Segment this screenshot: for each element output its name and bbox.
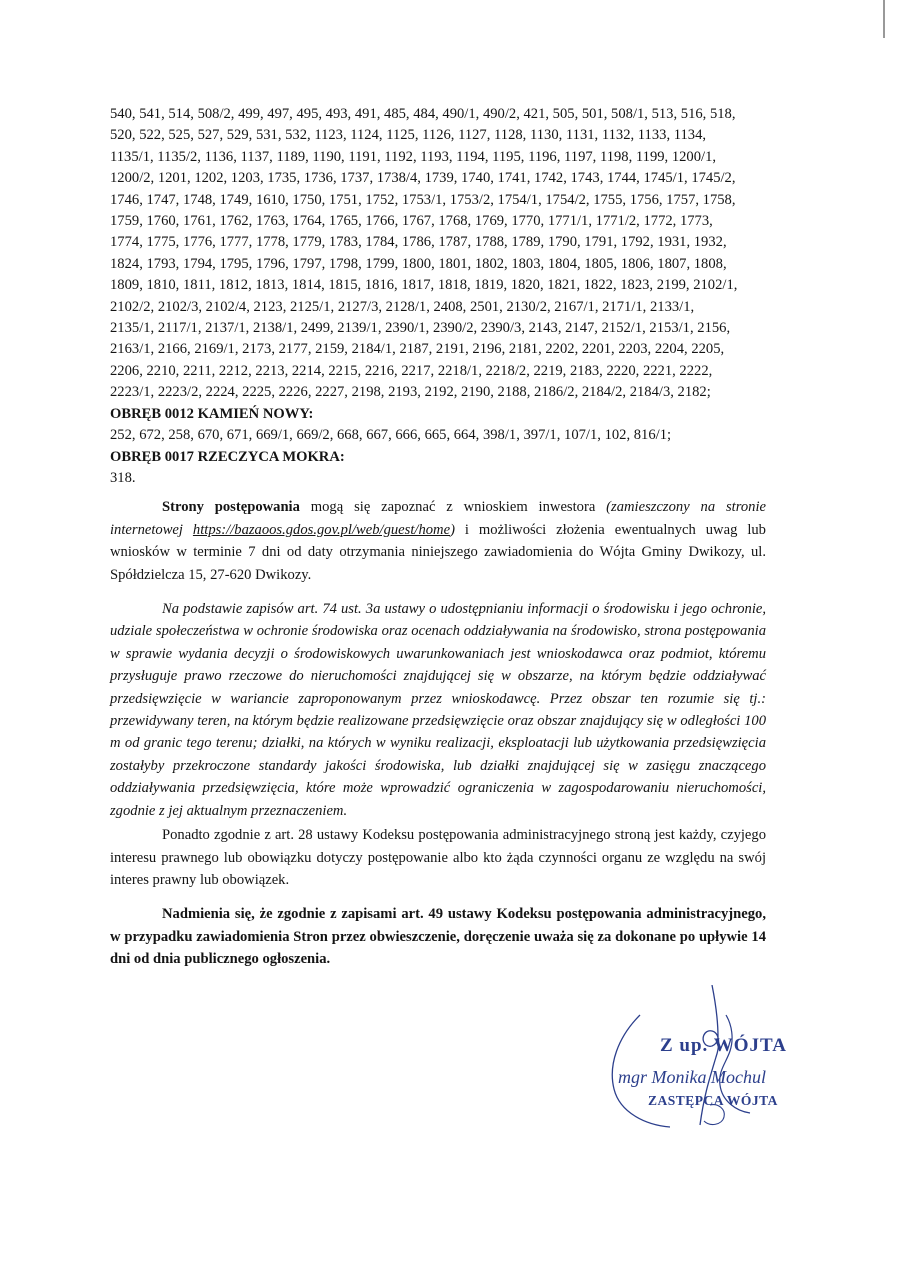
parcel-line: 1774, 1775, 1776, 1777, 1778, 1779, 1783, 1784, 1786, 1787, 1788, 1789, 1790, 1791, 1792, 1931, 1932, — [110, 234, 727, 251]
bazaoos-link[interactable]: https://bazaoos.gdos.gov.pl/web/guest/home — [192, 521, 451, 538]
parcel-line: 2223/1, 2223/2, 2224, 2225, 2226, 2227, 2198, 2193, 2192, 2190, 2188, 2186/2, 2184/2, 2184/3, 2182; — [110, 384, 711, 401]
parcel-line: 520, 522, 525, 527, 529, 531, 532, 1123, 1124, 1125, 1126, 1127, 1128, 1130, 1131, 1132, 1133, 1134, — [110, 127, 707, 144]
parties-italic-close: ) — [450, 521, 455, 538]
parcel-line: 1746, 1747, 1748, 1749, 1610, 1750, 1751, 1752, 1753/1, 1753/2, 1754/1, 1754/2, 1755, 1756, 1757, 1758, — [110, 191, 736, 208]
paragraph-art49: Nadmienia się, że zgodnie z zapisami art. 49 ustawy Kodeksu postępowania administracyjnego, w przypadku zawiadomienia Stron przez obwieszczenie, doręczenie uważa się za dokonane po upływie 14 dni od dnia publicznego ogłoszenia. — [110, 906, 766, 968]
parcel-line: 1135/1, 1135/2, 1136, 1137, 1189, 1190, 1191, 1192, 1193, 1194, 1195, 1196, 1197, 1198, 1199, 1200/1, — [110, 148, 717, 165]
parcel-line: 1759, 1760, 1761, 1762, 1763, 1764, 1765, 1766, 1767, 1768, 1769, 1770, 1771/1, 1771/2, 1772, 1773, — [110, 213, 713, 230]
parcel-line: 540, 541, 514, 508/2, 499, 497, 495, 493, 491, 485, 484, 490/1, 490/2, 421, 505, 501, 508/1, 513, 516, 518, — [110, 106, 736, 122]
parcel-line: 1824, 1793, 1794, 1795, 1796, 1797, 1798, 1799, 1800, 1801, 1802, 1803, 1804, 1805, 1806, 1807, 1808, — [110, 255, 727, 272]
parcel-list — [110, 104, 766, 489]
scan-edge-mark — [880, 0, 888, 40]
stamp-authority: Z up. WÓJTA — [660, 1035, 787, 1056]
paragraph-art74: Na podstawie zapisów art. 74 ust. 3a ustawy o udostępnianiu informacji o środowisku i jego ochronie, udziale społeczeństwa w ochronie środowiska oraz ocenach oddziaływania na środowisko, strona postępowania w sprawie wydania decyzji o środowiskowych uwarunkowaniach jest wnioskodawca oraz podmiot, któremu przysługuje prawo rzeczowe do nieruchomości znajdującej się w obszarze, na którym będzie oddziaływać przedsięwzięcie w wariancie zaproponowanym przez wnioskodawcę. Przez obszar ten rozumie się tj.: przewidywany teren, na którym będzie realizowane przedsięwzięcie oraz obszar znajdujący się w odległości 100 m od granic tego terenu; działki, na których w wyniku realizacji, eksploatacji lub użytkowania przedsięwzięcia zostałyby przekroczone standardy jakości środowiska, lub działki znajdującej się w zasięgu znaczącego oddziaływania przedsięwzięcia, które może wprowadzić ograniczenia w zagospodarowaniu nieruchomości, zgodnie z jej aktualnym przeznaczeniem. — [110, 601, 766, 819]
parcel-line: 1809, 1810, 1811, 1812, 1813, 1814, 1815, 1816, 1817, 1818, 1819, 1820, 1821, 1822, 1823, 2199, 2102/1, — [110, 277, 738, 294]
paragraph-parties-notice — [110, 496, 766, 586]
parcel-line: 2163/1, 2166, 2169/1, 2173, 2177, 2159, 2184/1, 2187, 2191, 2196, 2181, 2202, 2201, 2203, 2204, 2205, — [110, 341, 725, 358]
parcel-line-kamien-nowy: 252, 672, 258, 670, 671, 669/1, 669/2, 668, 667, 666, 665, 664, 398/1, 397/1, 107/1, 102, 816/1; — [110, 427, 672, 444]
paragraph-art28: Ponadto zgodnie z art. 28 ustawy Kodeksu postępowania administracyjnego stroną jest każdy, czyjego interesu prawnego lub obowiązku dotyczy postępowanie albo kto żąda czynności organu ze względu na swój interes prawny lub obowiązek. — [110, 827, 766, 889]
parcel-line-rzeczyca-mokra: 318. — [110, 469, 136, 486]
parcel-line: 2206, 2210, 2211, 2212, 2213, 2214, 2215, 2216, 2217, 2218/1, 2218/2, 2219, 2183, 2220, 2221, 2222, — [110, 362, 713, 379]
parties-italic: (zamieszczony na stronie internetowej — [110, 499, 766, 538]
parties-lead: Strony postępowania — [162, 499, 300, 515]
parties-text: mogą się zapoznać z wnioskiem inwestora — [299, 499, 607, 515]
parcel-line: 2135/1, 2117/1, 2137/1, 2138/1, 2499, 2139/1, 2390/1, 2390/2, 2390/3, 2143, 2147, 2152/1, 2153/1, 2156, — [110, 320, 731, 337]
official-stamp — [600, 1015, 830, 1135]
section-heading-kamien-nowy: OBRĘB 0012 KAMIEŃ NOWY: — [110, 405, 314, 422]
parcel-line: 1200/2, 1201, 1202, 1203, 1735, 1736, 1737, 1738/4, 1739, 1740, 1741, 1742, 1743, 1744, 1745/1, 1745/2, — [110, 170, 736, 187]
parties-text-tail: i możliwości złożenia ewentualnych uwag lub wniosków w terminie 7 dni od daty otrzymania niniejszego zawiadomienia do Wójta Gminy Dwikozy, ul. Spółdzielcza 15, 27-620 Dwikozy. — [110, 521, 766, 583]
section-heading-rzeczyca-mokra: OBRĘB 0017 RZECZYCA MOKRA: — [110, 448, 345, 465]
stamp-position: ZASTĘPCA WÓJTA — [648, 1093, 778, 1108]
stamp-name: mgr Monika Mochul — [618, 1067, 766, 1087]
parcel-line: 2102/2, 2102/3, 2102/4, 2123, 2125/1, 2127/3, 2128/1, 2408, 2501, 2130/2, 2167/1, 2171/1, 2133/1, — [110, 298, 695, 315]
